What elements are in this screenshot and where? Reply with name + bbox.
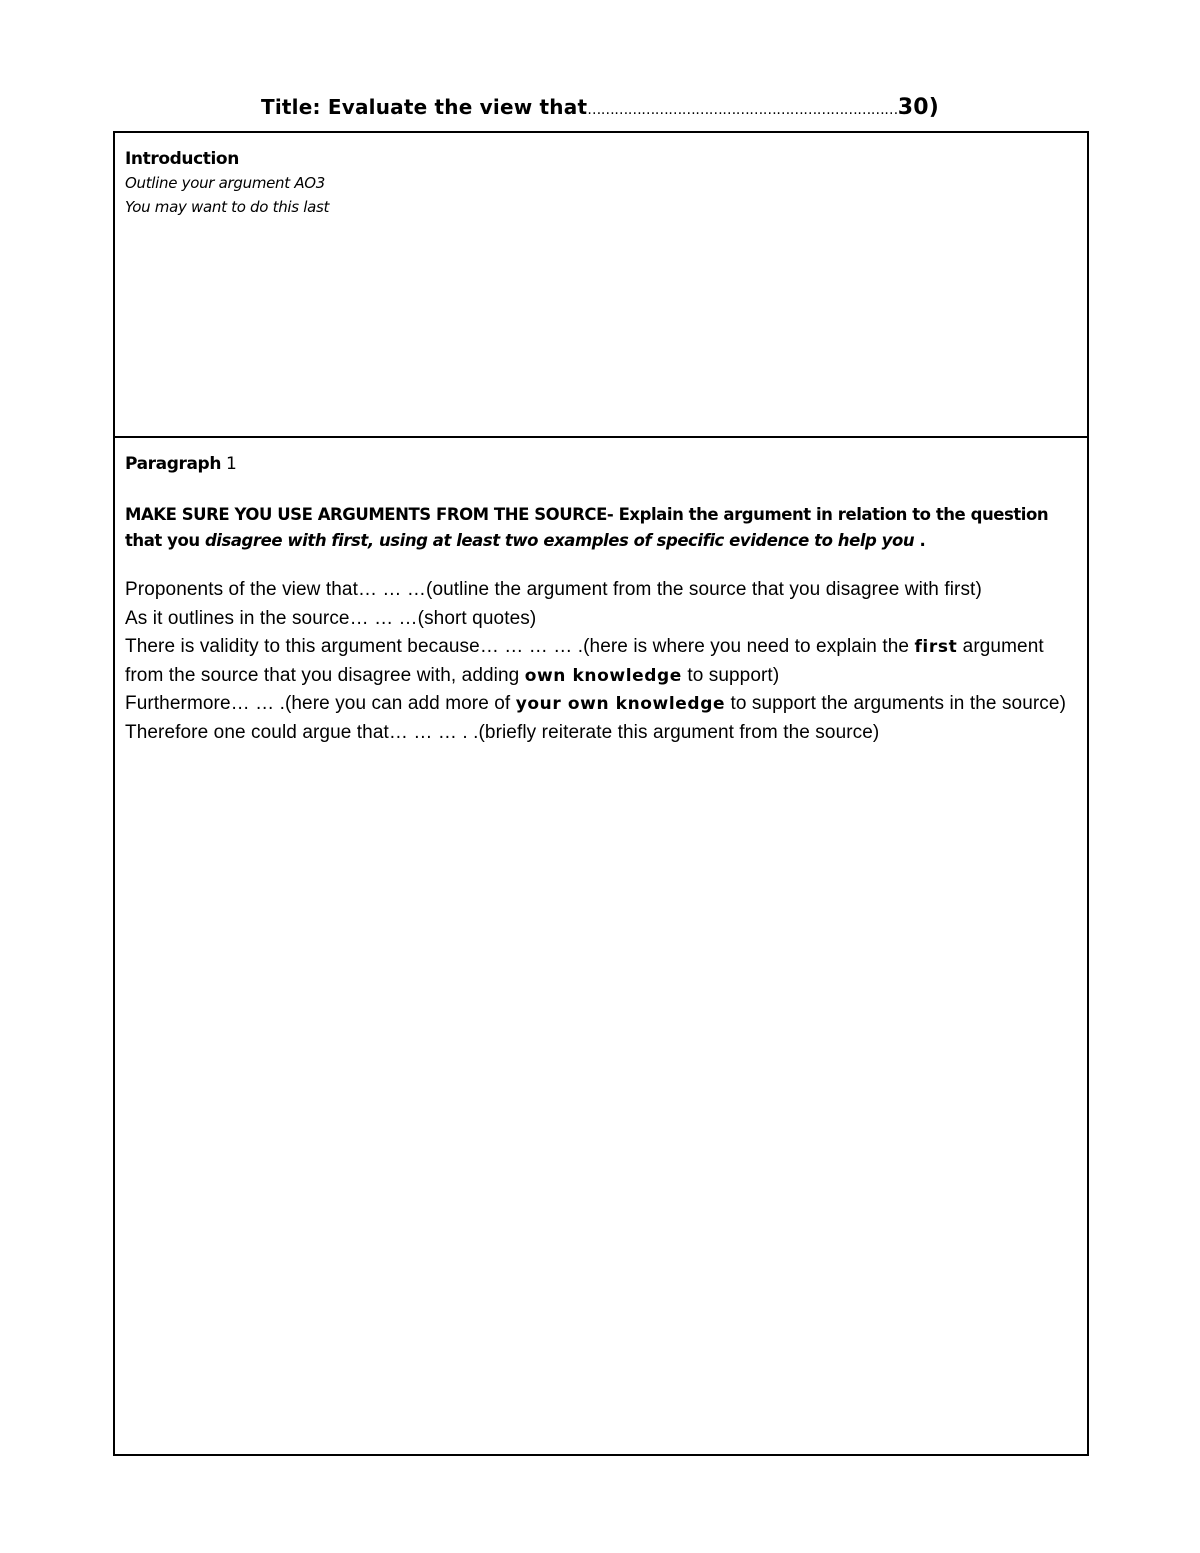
paragraph-1-cell [115,438,1087,747]
guidance-line-3-bold-2: own knowledge [524,665,682,686]
guidance-line-3-pre: There is validity to this argument because… … … … .(here is where you need to explain the [125,636,915,657]
guidance-line-4-bold: your own knowledge [515,694,726,714]
instruction-part-2: disagree with first, using at least two examples of specific evidence to help you [204,531,915,550]
paragraph-1-guidance [125,576,1077,747]
title-suffix: 30) [897,95,939,120]
guidance-line-3 [125,633,1077,690]
guidance-line-3-post: argument from the source that you disagree with, adding [125,636,1044,686]
document-title [0,95,1200,120]
title-dots: …………………………………………………………… [587,102,898,118]
guidance-line-1: Proponents of the view that… … …(outline the argument from the source that you disagree with first) [125,579,982,600]
introduction-box[interactable] [113,131,1089,438]
paragraph-1-heading [125,452,1077,476]
guidance-line-3-bold: first [914,637,958,657]
introduction-cell [115,133,1087,219]
paragraph-1-instruction [125,502,1077,554]
introduction-heading: Introduction [125,149,239,169]
introduction-hint-1: Outline your argument AO3 [125,174,326,192]
guidance-line-3-post-2: to support) [681,664,780,686]
title-prefix: Title: [261,95,321,119]
guidance-line-4 [125,690,1077,719]
guidance-line-2: As it outlines in the source… … …(short quotes) [125,607,537,629]
guidance-line-4-pre: Furthermore… … .(here you can add more of [125,693,516,714]
introduction-hint-2: You may want to do this last [125,198,330,216]
instruction-part-1: MAKE SURE YOU USE ARGUMENTS FROM THE SOURCE- Explain the argument in relation to the question that you [125,505,1049,550]
title-text: Evaluate the view that [320,95,588,119]
instruction-part-3: . [914,531,926,550]
guidance-line-5: Therefore one could argue that… … … . .(briefly reiterate this argument from the source) [125,721,880,743]
paragraph-heading-label: Paragraph [125,454,222,474]
paragraph-heading-number: 1 [221,454,237,474]
guidance-line-4-post: to support the arguments in the source) [725,693,1067,714]
paragraph-1-box[interactable] [113,436,1089,1456]
